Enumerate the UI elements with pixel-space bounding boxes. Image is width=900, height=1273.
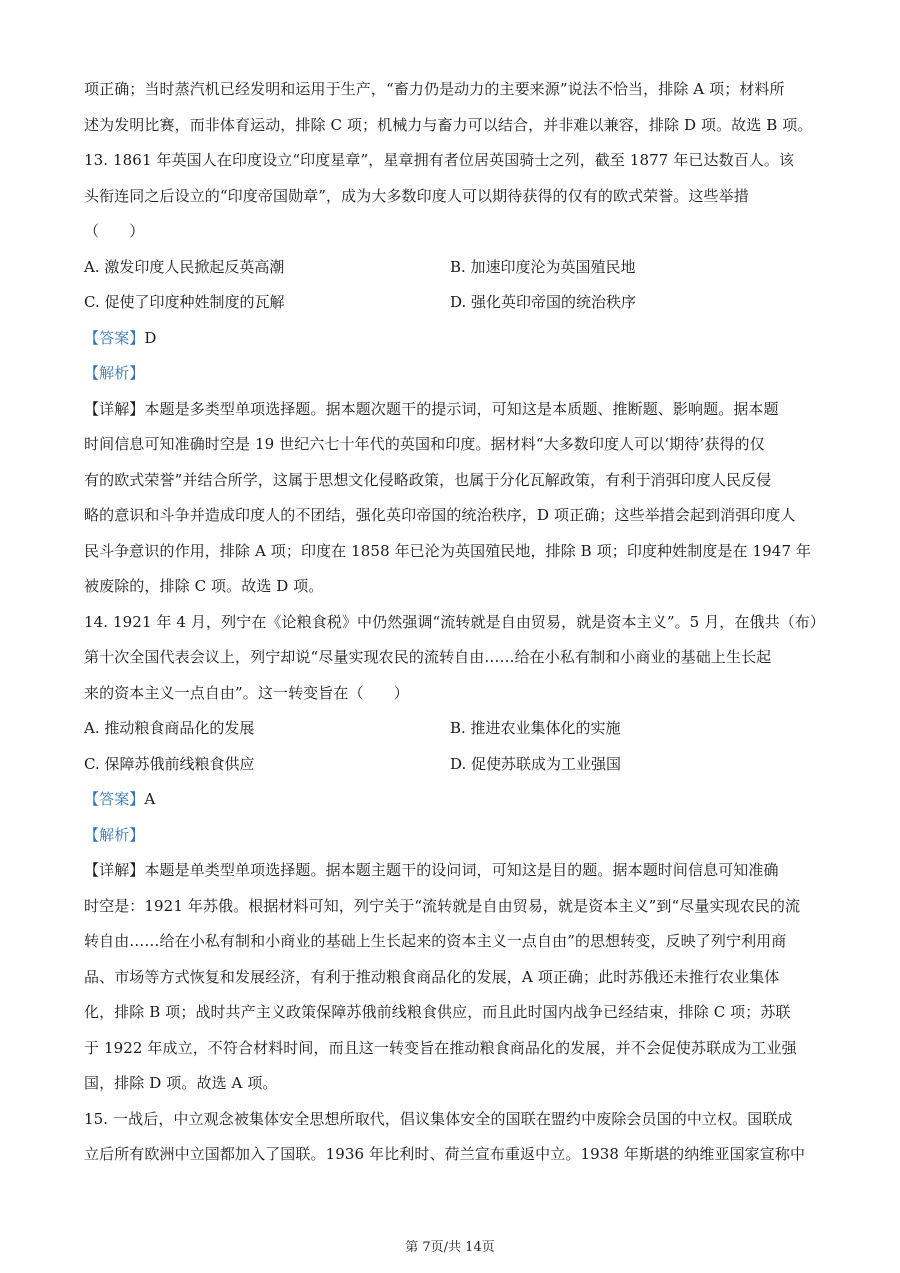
answer-value: A xyxy=(144,790,156,808)
question-14-stem: 14. 1921 年 4 月，列宁在《论粮食税》中仍然强调“流转就是自由贸易，就是资本主义”。5 月，在俄共（布） xyxy=(84,612,825,631)
question-15-stem: 15. 一战后，中立观念被集体安全思想所取代，倡议集体安全的国联在盟约中废除会员国的中立权。国联成 xyxy=(84,1109,793,1128)
answer-line xyxy=(84,782,824,818)
question-13-stem: 13. 1861 年英国人在印度设立“印度星章”，星章拥有者位居英国骑士之列，截至 1877 年已达数百人。该 xyxy=(84,151,795,169)
detail-line xyxy=(84,392,824,428)
option-c: C. 促使了印度种姓制度的瓦解 xyxy=(84,293,285,311)
detail-text: 本题是单类型单项选择题。据本题主题干的设问词，可知这是目的题。据本题时间信息可知准确 xyxy=(144,861,779,879)
detail-text: 化，排除 B 项；战时共产主义政策保障苏俄前线粮食供应，而且此时国内战争已经结束，排除 C 项；苏联 xyxy=(84,1003,791,1021)
question-13-options-row xyxy=(84,250,824,286)
answer-value: D xyxy=(144,328,157,347)
detail-text: 转自由……给在小私有制和小商业的基础上生长起来的资本主义一点自由”的思想转变，反映了列宁利用商 xyxy=(84,932,787,950)
analysis-tag: 【解析】 xyxy=(84,364,145,382)
option-c: C. 保障苏俄前线粮食供应 xyxy=(84,754,255,773)
detail-tag: 【详解】 xyxy=(84,861,145,879)
analysis-line xyxy=(84,818,824,854)
question-13-options-row xyxy=(84,285,824,321)
detail-text: 有的欧式荣誉”并结合所学，这属于思想文化侵略政策，也属于分化瓦解政策，有利于消弭印度人民反侵 xyxy=(84,470,772,489)
detail-text: 略的意识和斗争并造成印度人的不团结，强化英印帝国的统治秩序，D 项正确；这些举措会起到消弭印度人 xyxy=(84,506,796,524)
question-14-options-row xyxy=(84,747,824,783)
question-13-stem: 头衔连同之后设立的“印度帝国勋章”，成为大多数印度人可以期待获得的仅有的欧式荣誉。这些举措 xyxy=(84,186,749,205)
question-14-stem: 来的资本主义一点自由”。这一转变旨在（ ） xyxy=(84,683,409,702)
detail-text: 国，排除 D 项。故选 A 项。 xyxy=(84,1074,278,1092)
detail-text: 民斗争意识的作用，排除 A 项；印度在 1858 年已沦为英国殖民地，排除 B 项；印度种姓制度是在 1947 年 xyxy=(84,541,812,560)
detail-line xyxy=(84,853,824,889)
option-b: B. 加速印度沦为英国殖民地 xyxy=(450,257,636,276)
answer-tag: 【答案】 xyxy=(84,328,145,347)
question-14-stem: 第十次全国代表会议上，列宁却说“尽量实现农民的流转自由……给在小私有制和小商业的基础上生长起 xyxy=(84,648,772,666)
detail-text: 品、市场等方式恢复和发展经济，有利于推动粮食商品化的发展，A 项正确；此时苏俄还未推行农业集体 xyxy=(84,967,780,986)
option-b: B. 推进农业集体化的实施 xyxy=(450,719,621,737)
option-a: A. 激发印度人民掀起反英高潮 xyxy=(84,257,285,276)
text-line: 项正确；当时蒸汽机已经发明和运用于生产，“畜力仍是动力的主要来源”说法不恰当，排除 A 项；材料所 xyxy=(84,80,785,98)
option-a: A. 推动粮食商品化的发展 xyxy=(84,719,255,737)
answer-tag: 【答案】 xyxy=(84,790,145,808)
question-13-stem: （ ） xyxy=(84,222,145,240)
text-line: 述为发明比赛，而非体育运动，排除 C 项；机械力与畜力可以结合，并非难以兼容，排除 D 项。故选 B 项。 xyxy=(84,115,813,134)
document-page xyxy=(84,72,824,1173)
detail-text: 时空是：1921 年苏俄。根据材料可知，列宁关于“流转就是自由贸易，就是资本主义”到“尽量实现农民的流 xyxy=(84,896,801,915)
question-15-stem: 立后所有欧洲中立国都加入了国联。1936 年比利时、荷兰宣布重返中立。1938 年斯堪的纳维亚国家宣称中 xyxy=(84,1145,806,1163)
detail-text: 时间信息可知准确时空是 19 世纪六七十年代的英国和印度。据材料“大多数印度人可以‘期待’获得的仅 xyxy=(84,435,765,453)
detail-text: 被废除的，排除 C 项。故选 D 项。 xyxy=(84,577,324,595)
option-d: D. 强化英印帝国的统治秩序 xyxy=(450,293,637,311)
analysis-line xyxy=(84,356,824,392)
detail-tag: 【详解】 xyxy=(84,399,145,418)
detail-text: 本题是多类型单项选择题。据本题次题干的提示词，可知这是本质题、推断题、影响题。据本题 xyxy=(144,399,779,418)
option-d: D. 促使苏联成为工业强国 xyxy=(450,754,622,773)
answer-line xyxy=(84,321,824,357)
page-number: 第 7页/共 14页 xyxy=(405,1240,495,1255)
analysis-tag: 【解析】 xyxy=(84,825,145,844)
detail-text: 于 1922 年成立，不符合材料时间，而且这一转变旨在推动粮食商品化的发展，并不会促使苏联成为工业强 xyxy=(84,1038,797,1057)
question-14-options-row xyxy=(84,711,824,747)
